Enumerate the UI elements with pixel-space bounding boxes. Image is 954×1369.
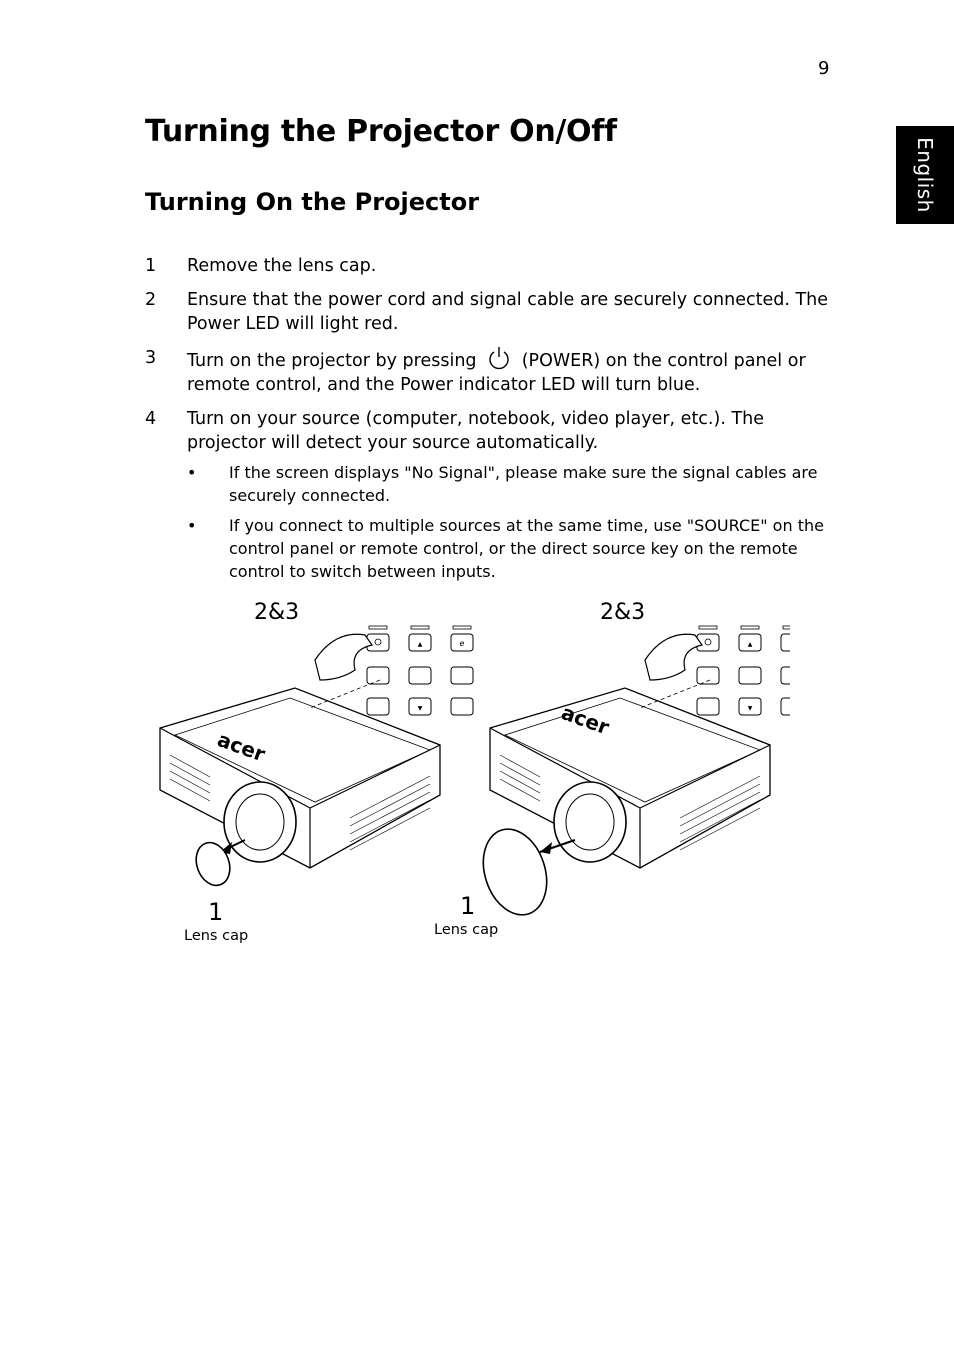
bullet-list	[187, 461, 835, 583]
step-text: Turn on your source (computer, notebook, video player, etc.). The projector will detect your source automatically.	[187, 409, 764, 453]
step-1	[145, 254, 835, 278]
left-cap-label: 1	[208, 898, 224, 926]
step-text-after: (POWER) on the control panel or remote control, and the Power indicator LED will turn blue.	[187, 351, 806, 395]
step-number: 2	[145, 290, 157, 310]
step-text-before: Turn on the projector by pressing	[187, 351, 477, 371]
projector-drawing: ▲ ▼ e acer acer	[150, 590, 790, 950]
left-step-label: 2&3	[254, 600, 300, 625]
svg-text:acer: acer	[558, 700, 613, 740]
right-cap-caption: Lens cap	[434, 922, 499, 938]
step-number: 3	[145, 348, 157, 368]
section-heading: Turning On the Projector	[145, 188, 480, 216]
right-step-label: 2&3	[600, 600, 646, 625]
step-2	[145, 288, 835, 336]
step-number: 1	[145, 256, 157, 276]
step-number: 4	[145, 409, 157, 429]
page-number: 9	[818, 58, 830, 79]
language-tab	[896, 126, 954, 224]
step-4	[145, 407, 835, 583]
bullet-text: If the screen displays "No Signal", please make sure the signal cables are securely connected.	[229, 463, 818, 505]
language-tab-label: English	[913, 137, 937, 213]
right-cap-label: 1	[460, 892, 476, 920]
projector-illustration	[150, 590, 790, 954]
step-text: Ensure that the power cord and signal cable are securely connected. The Power LED will light red.	[187, 290, 829, 334]
step-text: Remove the lens cap.	[187, 256, 377, 276]
steps-list	[145, 254, 835, 593]
page-title: Turning the Projector On/Off	[145, 114, 617, 149]
bullet-item: • If you connect to multiple sources at the same time, use "SOURCE" on the control panel or remote control, or the direct source key on the remote control to switch between inputs.	[187, 516, 824, 581]
step-3	[145, 346, 835, 397]
bullet-item: • If the screen displays "No Signal", please make sure the signal cables are securely connected.	[187, 463, 818, 505]
left-cap-caption: Lens cap	[184, 928, 249, 944]
svg-text:acer: acer	[214, 727, 269, 767]
bullet-text: If you connect to multiple sources at the same time, use "SOURCE" on the control panel or remote control, or the direct source key on the remote control to switch between inputs.	[229, 516, 824, 581]
power-icon	[486, 346, 512, 372]
